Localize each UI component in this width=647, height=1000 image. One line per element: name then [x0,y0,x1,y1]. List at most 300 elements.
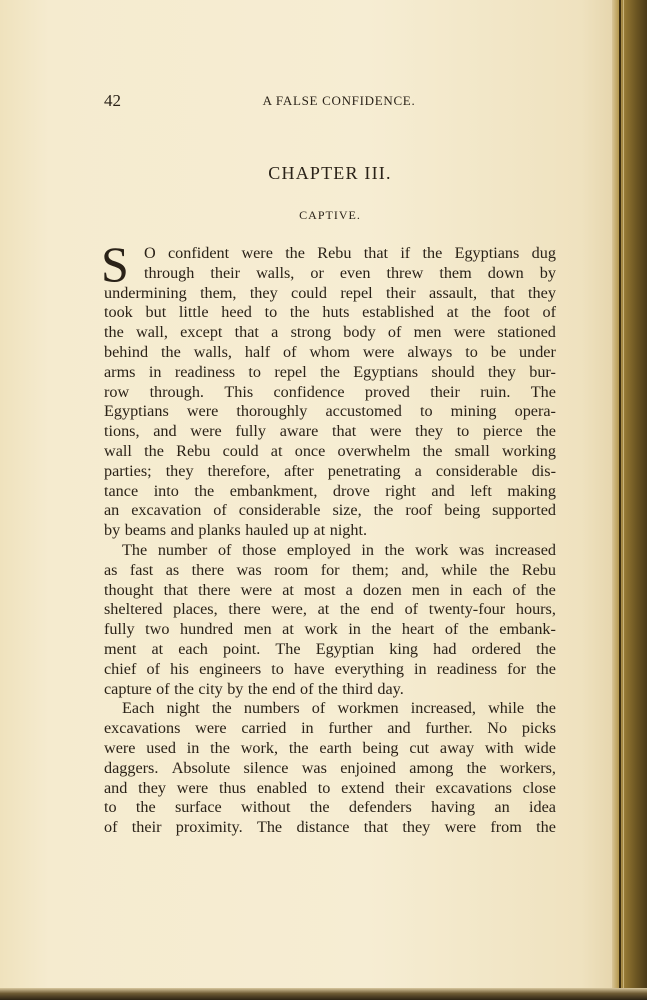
word: men [413,323,442,342]
word: ment [104,639,137,658]
word: hours, [515,600,556,619]
word: Egyptian [315,639,375,658]
word: to [264,303,278,322]
word: workers, [499,758,556,777]
word: having [431,798,476,817]
word: being [444,501,481,520]
word: fully [104,620,135,639]
word: of [217,540,232,559]
word: heed [221,303,252,322]
word: established [362,303,435,322]
word: heart [401,620,435,639]
word: opera- [514,402,556,421]
word: planks [198,521,241,540]
word: even [339,263,371,282]
word: at [446,303,459,322]
word: Egyptians [454,244,520,262]
word: for [320,560,340,579]
text-line [104,323,556,343]
word: wall, [136,323,168,342]
word: that [332,422,357,441]
word: a [345,580,353,599]
word: Rebu [521,560,556,579]
word: the [309,798,330,817]
word: size, [332,501,362,520]
word: employed [286,540,351,559]
word: the [466,758,487,777]
word: was [301,758,327,777]
word: end [370,600,394,619]
word: distance [296,818,350,837]
chapter-title: CHAPTER III. [268,163,392,183]
text-line [104,501,556,521]
word: right [385,481,416,500]
word: excavations [104,719,181,738]
word: to [104,798,117,817]
word: arms [104,362,136,381]
word: they [487,362,516,381]
word: were, [271,600,307,619]
word: the [247,679,268,698]
word: fully [235,422,266,441]
word: once [294,441,326,460]
word: a [271,323,279,342]
book-edge-right [612,0,647,1000]
word: point. [223,639,261,658]
word: if [400,244,411,262]
word: overwhelm [337,441,411,460]
word: left [470,481,492,500]
text-line [104,264,556,284]
word: among [409,758,454,777]
word: therefore, [207,461,271,480]
word: them, [200,283,237,302]
word: an [104,501,120,520]
word: the [174,679,194,698]
word: being [362,738,399,757]
word: but [145,303,167,322]
word: the [536,659,556,678]
word: of [542,303,556,322]
word: wall [104,441,132,460]
word: considerable [238,501,321,520]
book-edge-highlight [623,0,624,1000]
word: accustomed [325,402,402,421]
text-line [104,818,556,838]
word: The [275,639,301,658]
word: to [419,402,433,421]
word: after [284,461,314,480]
word: they [165,461,194,480]
book-edge-line [619,0,621,1000]
word: behind [104,342,149,361]
word: earth [319,738,352,757]
word: in [361,540,374,559]
word: repel [274,362,307,381]
text-line [104,680,556,700]
word: were [195,719,227,738]
word: was [459,540,485,559]
word: considerable [435,461,518,480]
word: were [186,402,219,421]
word: at [151,639,164,658]
word: half [244,342,271,361]
word: under [519,342,556,361]
word: into [153,481,179,500]
word: without [241,798,291,817]
word: No [487,719,508,738]
word: in [301,719,314,738]
word: in [348,620,361,639]
word: took [104,303,133,322]
word: foot [503,303,530,322]
word: strong [290,323,332,342]
word: at [282,620,294,639]
word: numbers [243,699,300,718]
word: the [210,738,230,757]
word: at [317,600,330,619]
word: the [104,323,124,342]
word: further [328,719,373,738]
word: readiness [174,362,236,381]
word: twenty-four [428,600,506,619]
word: capture [104,679,152,698]
word: could [291,283,327,302]
word: those [242,540,277,559]
word: their [386,283,416,302]
word: stationed [497,323,556,342]
word: enabled [256,778,308,797]
word: from [490,818,522,837]
word: by [539,263,556,282]
word: Rebu [317,244,352,262]
word: workmen [337,699,399,718]
text-line [104,383,556,403]
word: were [369,422,402,441]
word: ordered [471,639,522,658]
word: aware [279,422,319,441]
word: cut [409,738,430,757]
word: of [283,342,297,361]
word: picks [521,719,556,738]
word: of [300,679,314,698]
word: they [249,283,278,302]
word: the [340,600,360,619]
word: the [536,580,556,599]
word: that [490,283,515,302]
word: that [363,244,389,262]
word: were [104,738,136,757]
word: in [148,362,162,381]
word: were [453,323,486,342]
word: the [489,560,510,579]
word: working [501,441,556,460]
word: the [422,244,443,262]
word: their [395,778,425,797]
word: thus [218,778,246,797]
word: making [507,481,556,500]
word: be [490,342,507,361]
word: the [468,620,489,639]
word: they [138,778,166,797]
word: embankment, [229,481,318,500]
word: work, [240,738,279,757]
word: day. [377,679,404,698]
word: huts [322,303,350,322]
text-line [104,798,556,818]
word: to [317,778,331,797]
word: always [407,342,453,361]
word: hauled [245,521,289,540]
word: most [304,580,336,599]
word: wide [524,738,556,757]
word: tance [104,481,139,500]
word: their [131,818,162,837]
word: repel [340,283,373,302]
word: hundred [180,620,234,639]
word: the [536,699,556,718]
word: them [439,263,472,282]
word: mining [450,402,497,421]
word: sheltered [104,600,163,619]
text-line [104,442,556,462]
word: of [311,699,326,718]
word: chief [104,659,137,678]
word: the [422,441,443,460]
word: of [387,323,402,342]
text-line [104,284,556,304]
word: an [494,798,510,817]
word: their [210,263,241,282]
word: there [191,560,225,579]
text-line [104,343,556,363]
text-line [104,660,556,680]
word: were [176,778,209,797]
word: assault, [429,283,478,302]
word: confident [168,244,230,262]
word: the [318,679,338,698]
word: work [304,620,338,639]
word: confidence [273,382,345,401]
word: roof [405,501,433,520]
word: Egyptians [104,402,169,421]
word: each [178,639,208,658]
text-line [104,244,556,264]
word: extend [341,778,385,797]
text-line [104,422,556,442]
word: in [449,580,463,599]
word: the [288,738,309,757]
word: close [522,778,556,797]
word: at [282,580,294,599]
word: walls, [193,342,232,361]
text-line [104,699,556,719]
word: that [234,323,259,342]
word: for [507,659,526,678]
running-title: A FALSE CONFIDENCE. [262,93,416,108]
word: to [456,422,470,441]
word: The [530,382,556,401]
word: their [430,382,460,401]
text-line [104,521,556,541]
word: the [320,362,340,381]
text-line [104,640,556,660]
page-number: 42 [104,91,121,110]
word: This [224,382,254,401]
word: as [104,560,118,579]
word: used [146,738,176,757]
word: two [145,620,170,639]
word: further. [425,719,473,738]
body-text [101,236,556,838]
word: embank- [499,620,556,639]
word: of [404,600,419,619]
word: the [384,540,405,559]
word: work [415,540,449,559]
word: The [256,818,283,837]
word: were [241,244,273,262]
word: Absolute [171,758,231,777]
word: night. [329,521,368,540]
word: them; [352,560,389,579]
word: The [122,540,148,559]
word: and, [401,560,429,579]
word: small [454,441,490,460]
word: away [439,738,475,757]
word: that [163,580,188,599]
word: while [441,560,478,579]
word: were [362,342,395,361]
word: increased [494,540,556,559]
word: while [488,699,525,718]
word: the [536,818,556,837]
word: third [342,679,373,698]
word: king [389,639,419,658]
word: room [274,560,309,579]
word: city [198,679,223,698]
word: to [271,659,284,678]
word: night [166,699,200,718]
text-line [104,779,556,799]
word: of [146,659,160,678]
word: they [402,818,431,837]
text-line [104,620,556,640]
word: Each [122,699,155,718]
word: the [289,303,310,322]
word: excavations [435,778,512,797]
word: undermining [104,283,187,302]
word: the [371,620,392,639]
word: the [285,244,305,262]
word: proved [364,382,410,401]
word: everything [334,659,404,678]
word: the [194,481,215,500]
word: thoroughly [236,402,308,421]
word: bur- [529,362,556,381]
word: at [313,521,326,540]
word: up [292,521,310,540]
book-edge-bottom [0,988,647,1000]
word: in [414,659,427,678]
word: drove [332,481,370,500]
word: places, [173,600,218,619]
word: were [240,580,273,599]
word: penetrating [327,461,401,480]
word: men [243,620,272,639]
word: and [104,778,128,797]
word: there [198,580,231,599]
word: have [294,659,325,678]
word: and [170,521,194,540]
section-title: CAPTIVE. [299,208,361,222]
text-line [104,462,556,482]
word: to [248,362,262,381]
word: defenders [348,798,412,817]
word: the [373,501,394,520]
word: of [213,501,227,520]
word: end [272,679,296,698]
word: by [104,521,121,540]
word: to [465,342,478,361]
word: excavation [131,501,202,520]
word: in [186,738,200,757]
word: pierce [482,422,523,441]
word: little [178,303,209,322]
word: down [487,263,524,282]
word: parties; [104,461,152,480]
word: except [180,323,223,342]
word: that [363,818,389,837]
word: supported [492,501,556,520]
text-line [104,600,556,620]
word: number [157,540,208,559]
word: row [104,382,130,401]
word: body [343,323,376,342]
word: of [104,818,118,837]
word: the [536,422,556,441]
word: of [156,679,170,698]
word: and [153,422,177,441]
word: as [165,560,180,579]
text-line [104,759,556,779]
word: the [161,342,181,361]
text-line [104,482,556,502]
word: whom [309,342,350,361]
word: increased, [410,699,476,718]
word: his [170,659,189,678]
word: a [414,461,422,480]
word: were [190,422,222,441]
word: ruin. [480,382,511,401]
word: the [471,303,491,322]
word: of [444,620,459,639]
word: walls, [256,263,295,282]
running-head [104,91,556,111]
text-line [104,719,556,739]
word: thought [104,580,154,599]
word: had [433,639,457,658]
word: dozen [363,580,402,599]
word: proximity. [175,818,243,837]
word: and [387,719,411,738]
word: surface [174,798,222,817]
word: or [310,263,324,282]
word: enjoined [340,758,396,777]
word: dug [531,244,556,262]
word: could [222,441,259,460]
word: there [228,600,261,619]
word: of [512,580,526,599]
